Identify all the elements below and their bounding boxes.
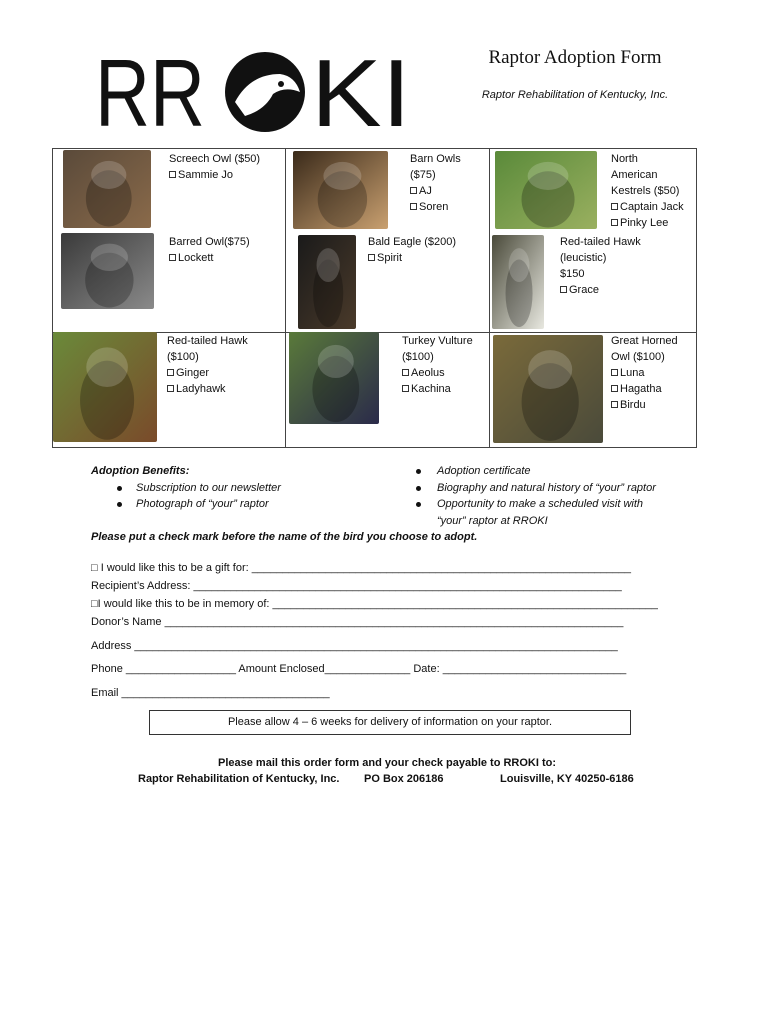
checkbox-icon[interactable] <box>611 401 618 408</box>
bird-species-label <box>167 333 248 349</box>
bird-species-text: Red-tailed Hawk <box>167 335 248 347</box>
bird-species-text: Barred Owl($75) <box>169 236 250 248</box>
bird-species-label <box>167 349 248 365</box>
bird-species-text: North <box>611 153 638 165</box>
bird-name: Kachina <box>411 383 451 395</box>
checkbox-icon[interactable] <box>611 203 618 210</box>
bird-name-checkbox[interactable] <box>410 199 461 215</box>
bird-name: Sammie Jo <box>178 169 234 181</box>
checkbox-icon[interactable] <box>611 219 618 226</box>
benefits-right <box>412 463 712 529</box>
bird-name: Ladyhawk <box>176 383 226 395</box>
bird-species-label <box>402 349 473 365</box>
bird-options <box>402 333 473 397</box>
bird-species-text: Screech Owl ($50) <box>169 153 261 165</box>
mail-org: Raptor Rehabilitation of Kentucky, Inc. <box>138 773 340 785</box>
bird-name-checkbox[interactable] <box>611 215 684 231</box>
bird-name: Grace <box>569 284 599 296</box>
red-tailed-hawk-photo <box>53 332 157 442</box>
bird-species-label <box>611 349 678 365</box>
bird-species-label <box>410 151 461 167</box>
bird-species-text: $150 <box>560 268 585 280</box>
bird-species-text: Great Horned <box>611 335 678 347</box>
bird-name-checkbox[interactable] <box>169 167 260 183</box>
form-subtitle: Raptor Rehabilitation of Kentucky, Inc. <box>481 89 669 101</box>
checkbox-icon[interactable] <box>560 286 567 293</box>
bird-species-label <box>368 234 456 250</box>
bird-name-checkbox[interactable] <box>167 365 248 381</box>
memory-field[interactable]: □I would like this to be in memory of: _______________________________________________________________ <box>91 598 658 610</box>
bird-name: Ginger <box>176 367 210 379</box>
bird-name: Pinky Lee <box>620 217 669 229</box>
bird-species-label <box>169 151 260 167</box>
benefit-item: Subscription to our newsletter <box>136 481 281 494</box>
bird-name-checkbox[interactable] <box>402 381 473 397</box>
bird-species-label <box>410 167 461 183</box>
bird-options <box>410 151 461 215</box>
benefits-left <box>91 463 381 513</box>
phone-amount-date-field[interactable]: Phone __________________ Amount Enclosed______________ Date: ______________________________ <box>91 663 627 675</box>
mail-city: Louisville, KY 40250-6186 <box>500 773 634 785</box>
bird-name: Birdu <box>620 399 646 411</box>
bird-name-checkbox[interactable] <box>410 183 461 199</box>
bird-grid <box>52 148 697 448</box>
turkey-vulture-photo <box>289 332 379 424</box>
bird-species-text: Owl ($100) <box>611 351 665 363</box>
checkbox-icon[interactable] <box>611 369 618 376</box>
bird-species-label <box>169 234 250 250</box>
benefit-item: Opportunity to make a scheduled visit with <box>437 498 644 510</box>
mail-instructions: Please mail this order form and your check payable to RROKI to: <box>218 757 557 769</box>
bird-name: Luna <box>620 367 645 379</box>
bird-name-checkbox[interactable] <box>611 397 678 413</box>
bird-species-text: Red-tailed Hawk <box>560 236 641 248</box>
bird-name: Soren <box>419 201 449 213</box>
checkbox-icon[interactable] <box>167 369 174 376</box>
bird-species-label <box>611 333 678 349</box>
bird-options <box>611 151 684 231</box>
bird-options <box>368 234 456 266</box>
bird-species-text: Barn Owls <box>410 153 461 165</box>
address-field[interactable]: Address _______________________________________________________________________________ <box>91 640 618 652</box>
gift-field[interactable]: □ I would like this to be a gift for: ______________________________________________________________ <box>91 562 632 574</box>
form-title: Raptor Adoption Form <box>488 47 662 68</box>
barn-owl-photo <box>293 151 388 229</box>
rroki-logo <box>95 44 415 134</box>
bird-name-checkbox[interactable] <box>611 199 684 215</box>
checkbox-icon[interactable] <box>169 254 176 261</box>
benefit-item: Biography and natural history of “your” raptor <box>437 481 656 494</box>
checkbox-icon[interactable] <box>402 369 409 376</box>
bird-species-text: ($75) <box>410 169 436 181</box>
bird-species-text: ($100) <box>402 351 434 363</box>
bird-name-checkbox[interactable] <box>169 250 250 266</box>
benefits-heading: Adoption Benefits: <box>91 465 190 477</box>
bird-name-checkbox[interactable] <box>368 250 456 266</box>
bird-name-checkbox[interactable] <box>611 381 678 397</box>
bird-species-label <box>611 151 684 167</box>
email-field[interactable]: Email __________________________________ <box>91 687 330 699</box>
checkbox-icon[interactable] <box>410 203 417 210</box>
bird-species-text: Kestrels ($50) <box>611 185 680 197</box>
recipient-address-field[interactable]: Recipient’s Address: ______________________________________________________________________ <box>91 580 622 592</box>
bird-name: Aeolus <box>411 367 445 379</box>
bird-species-text: American <box>611 169 658 181</box>
bird-name-checkbox[interactable] <box>560 282 641 298</box>
bird-options <box>169 151 260 183</box>
screech-owl-photo <box>63 150 151 228</box>
bird-species-text: (leucistic) <box>560 252 607 264</box>
checkbox-icon[interactable] <box>167 385 174 392</box>
kestrel-photo <box>495 151 597 229</box>
bird-name: AJ <box>419 185 432 197</box>
benefit-item: Adoption certificate <box>437 465 531 477</box>
donor-name-field[interactable]: Donor’s Name ___________________________________________________________________________ <box>91 616 624 628</box>
bird-name-checkbox[interactable] <box>611 365 678 381</box>
bird-name: Captain Jack <box>620 201 684 213</box>
bird-name-checkbox[interactable] <box>167 381 248 397</box>
delivery-notice: Please allow 4 – 6 weeks for delivery of information on your raptor. <box>149 710 631 735</box>
great-horned-owl-photo <box>493 335 603 443</box>
svg-text:RR: RR <box>95 44 205 134</box>
checkbox-icon[interactable] <box>410 187 417 194</box>
bird-name: Lockett <box>178 252 214 264</box>
bird-species-label <box>560 266 641 282</box>
checkbox-icon[interactable] <box>169 171 176 178</box>
bird-options <box>560 234 641 298</box>
bird-species-text: ($100) <box>167 351 199 363</box>
bird-options <box>611 333 678 413</box>
leucistic-hawk-photo <box>492 235 544 329</box>
bird-name-checkbox[interactable] <box>402 365 473 381</box>
bird-species-label <box>560 250 641 266</box>
bird-species-label <box>611 183 684 199</box>
benefit-item-continued: “your” raptor at RROKI <box>437 514 548 527</box>
bird-species-label <box>402 333 473 349</box>
bird-name: Spirit <box>377 252 403 264</box>
bird-species-label <box>560 234 641 250</box>
bird-options <box>169 234 250 266</box>
bird-species-text: Bald Eagle ($200) <box>368 236 457 248</box>
svg-text:KI: KI <box>311 44 411 134</box>
instruction-text: Please put a check mark before the name of the bird you choose to adopt. <box>91 531 478 543</box>
bird-species-text: Turkey Vulture <box>402 335 473 347</box>
bald-eagle-photo <box>298 235 356 329</box>
bird-name: Hagatha <box>620 383 662 395</box>
checkbox-icon[interactable] <box>368 254 375 261</box>
barred-owl-photo <box>61 233 154 309</box>
checkbox-icon[interactable] <box>611 385 618 392</box>
mail-pobox: PO Box 206186 <box>364 773 444 785</box>
benefit-item: Photograph of “your” raptor <box>136 498 269 510</box>
bird-options <box>167 333 248 397</box>
bird-species-label <box>611 167 684 183</box>
checkbox-icon[interactable] <box>402 385 409 392</box>
